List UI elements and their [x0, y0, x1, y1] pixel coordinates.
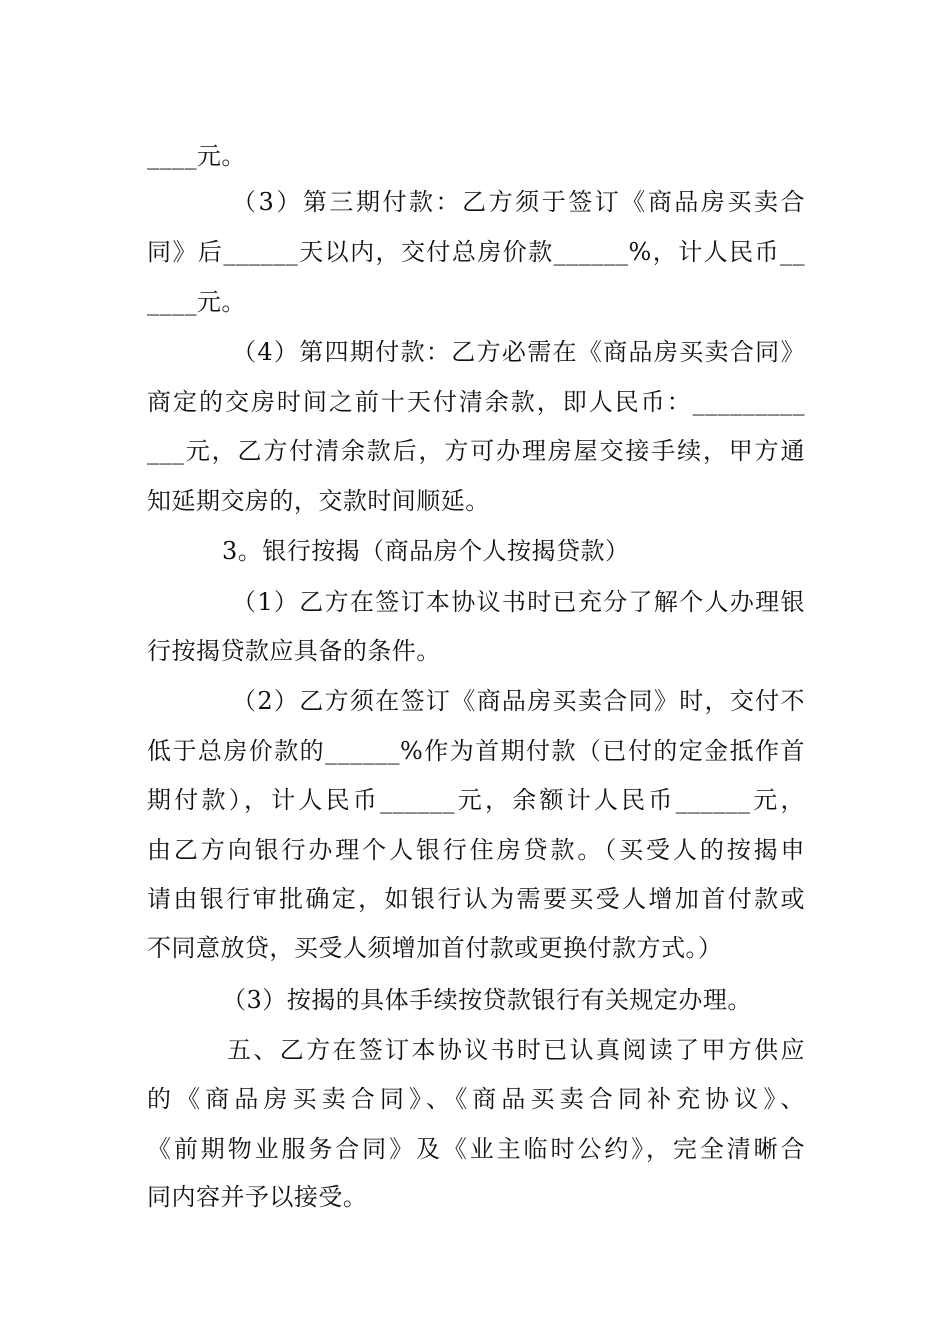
text-line: 低于总房价款的______%作为首期付款（已付的定金抵作首	[147, 737, 805, 765]
section-heading: 3。银行按揭（商品房个人按揭贷款）	[222, 537, 630, 565]
text-line: ____元。	[147, 142, 246, 170]
text-line: ____元。	[147, 288, 246, 316]
paragraph-first-line: （3）第三期付款：乙方须于签订《商品房买卖合	[232, 188, 805, 216]
paragraph-first-line: （1）乙方在签订本协议书时已充分了解个人办理银	[232, 588, 805, 616]
text-line: 的《商品房买卖合同》、《商品买卖合同补充协议》、	[147, 1085, 805, 1113]
text-line: 《前期物业服务合同》及《业主临时公约》，完全清晰合	[147, 1135, 805, 1163]
text-line: 同内容并予以接受。	[147, 1183, 368, 1211]
text-line: 同》后______天以内，交付总房价款______%，计人民币__	[147, 238, 805, 266]
text-line: 期付款），计人民币______元，余额计人民币______元，	[147, 786, 805, 814]
paragraph-first-line: （3）按揭的具体手续按贷款银行有关规定办理。	[222, 986, 752, 1014]
paragraph-first-line: 五、乙方在签订本协议书时已认真阅读了甲方供应	[227, 1036, 805, 1064]
text-line: 行按揭贷款应具备的条件。	[147, 637, 441, 665]
text-line: 知延期交房的，交款时间顺延。	[147, 487, 490, 515]
text-line: 由乙方向银行办理个人银行住房贷款。（买受人的按揭申	[147, 836, 805, 864]
text-line: 商定的交房时间之前十天付清余款，即人民币：_________	[147, 388, 805, 416]
text-line: ___元，乙方付清余款后，方可办理房屋交接手续，甲方通	[147, 437, 805, 465]
paragraph-first-line: （4）第四期付款：乙方必需在《商品房买卖合同》	[232, 338, 805, 366]
paragraph-first-line: （2）乙方须在签订《商品房买卖合同》时，交付不	[232, 687, 805, 715]
text-line: 不同意放贷，买受人须增加首付款或更换付款方式。）	[147, 934, 723, 962]
text-line: 请由银行审批确定，如银行认为需要买受人增加首付款或	[147, 885, 805, 913]
